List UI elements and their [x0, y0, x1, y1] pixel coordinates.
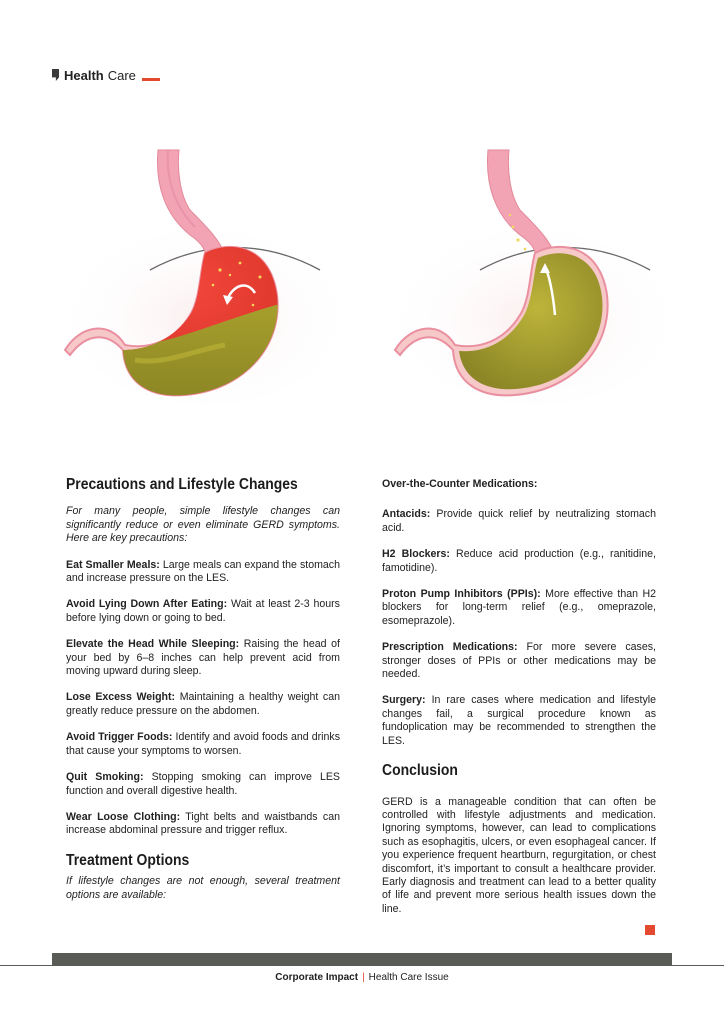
stomach-irritated-illustration [55, 145, 345, 405]
footer-band [52, 953, 672, 965]
treatment-heading: Treatment Options [66, 851, 190, 869]
precaution-item: Quit Smoking: Stopping smoking can improve LES function and overall digestive health. [66, 771, 340, 797]
page-footer [0, 972, 724, 983]
footer-separator: | [362, 972, 365, 983]
header-accent-bar [142, 78, 160, 81]
end-marker [645, 925, 655, 935]
precaution-item: Avoid Trigger Foods: Identify and avoid foods and drinks that cause your symptoms to worsen. [66, 731, 340, 757]
precaution-item: Eat Smaller Meals: Large meals can expand the stomach and increase pressure on the LES. [66, 558, 340, 585]
precaution-item: Avoid Lying Down After Eating: Wait at least 2-3 hours before lying down or going to bed. [66, 598, 340, 624]
stomach-reflux-illustration [385, 145, 675, 405]
section-marker-icon [52, 69, 59, 81]
otc-subheading: Over-the-Counter Medications: [382, 478, 538, 490]
left-column [66, 478, 340, 915]
precaution-item: Wear Loose Clothing: Tight belts and waistbands can increase abdominal pressure and trigger reflux. [66, 810, 340, 837]
footer-issue: Health Care Issue [368, 972, 449, 983]
medication-item: Surgery: In rare cases where medication and lifestyle changes fail, a surgical procedure known as fundoplication may be recommended to strengthen the LES. [382, 694, 656, 747]
footer-publication: Corporate Impact [275, 972, 359, 983]
medication-item: Prescription Medications: For more severe cases, stronger doses of PPIs or other medications may be needed. [382, 641, 656, 681]
header-bold: Health [64, 67, 104, 83]
medication-item: H2 Blockers: Reduce acid production (e.g., ranitidine, famotidine). [382, 548, 656, 574]
conclusion-text: GERD is a manageable condition that can often be controlled with lifestyle adjustments and medication. Ignoring symptoms, however, can lead to complications such as esophagitis, ulcers, or even esophageal cancer. If you experience frequent heartburn, regurgitation, or chest discomfort, it’s important to consult a healthcare provider. Early diagnosis and treatment can lead to a better quality of life and prevent more serious health issues down the line. [382, 795, 656, 915]
medication-item: Proton Pump Inhibitors (PPIs): More effective than H2 blockers for long-term relief (e.g., omeprazole, esomeprazole). [382, 588, 656, 627]
right-column [382, 478, 656, 929]
precaution-item: Elevate the Head While Sleeping: Raising the head of your bed by 6–8 inches can help prevent acid from moving upward during sleep. [66, 638, 340, 678]
section-header [52, 66, 160, 84]
precaution-item: Lose Excess Weight: Maintaining a healthy weight can greatly reduce pressure on the abdomen. [66, 691, 341, 717]
treatment-intro: If lifestyle changes are not enough, several treatment options are available: [66, 875, 340, 901]
medication-item: Antacids: Provide quick relief by neutralizing stomach acid. [382, 508, 656, 534]
conclusion-heading: Conclusion [382, 762, 458, 780]
precautions-intro: For many people, simple lifestyle changes can significantly reduce or even eliminate GERD symptoms. Here are key precautions: [66, 505, 340, 545]
footer-rule [0, 965, 724, 966]
precautions-heading: Precautions and Lifestyle Changes [66, 476, 298, 493]
header-normal: Care [107, 67, 136, 83]
